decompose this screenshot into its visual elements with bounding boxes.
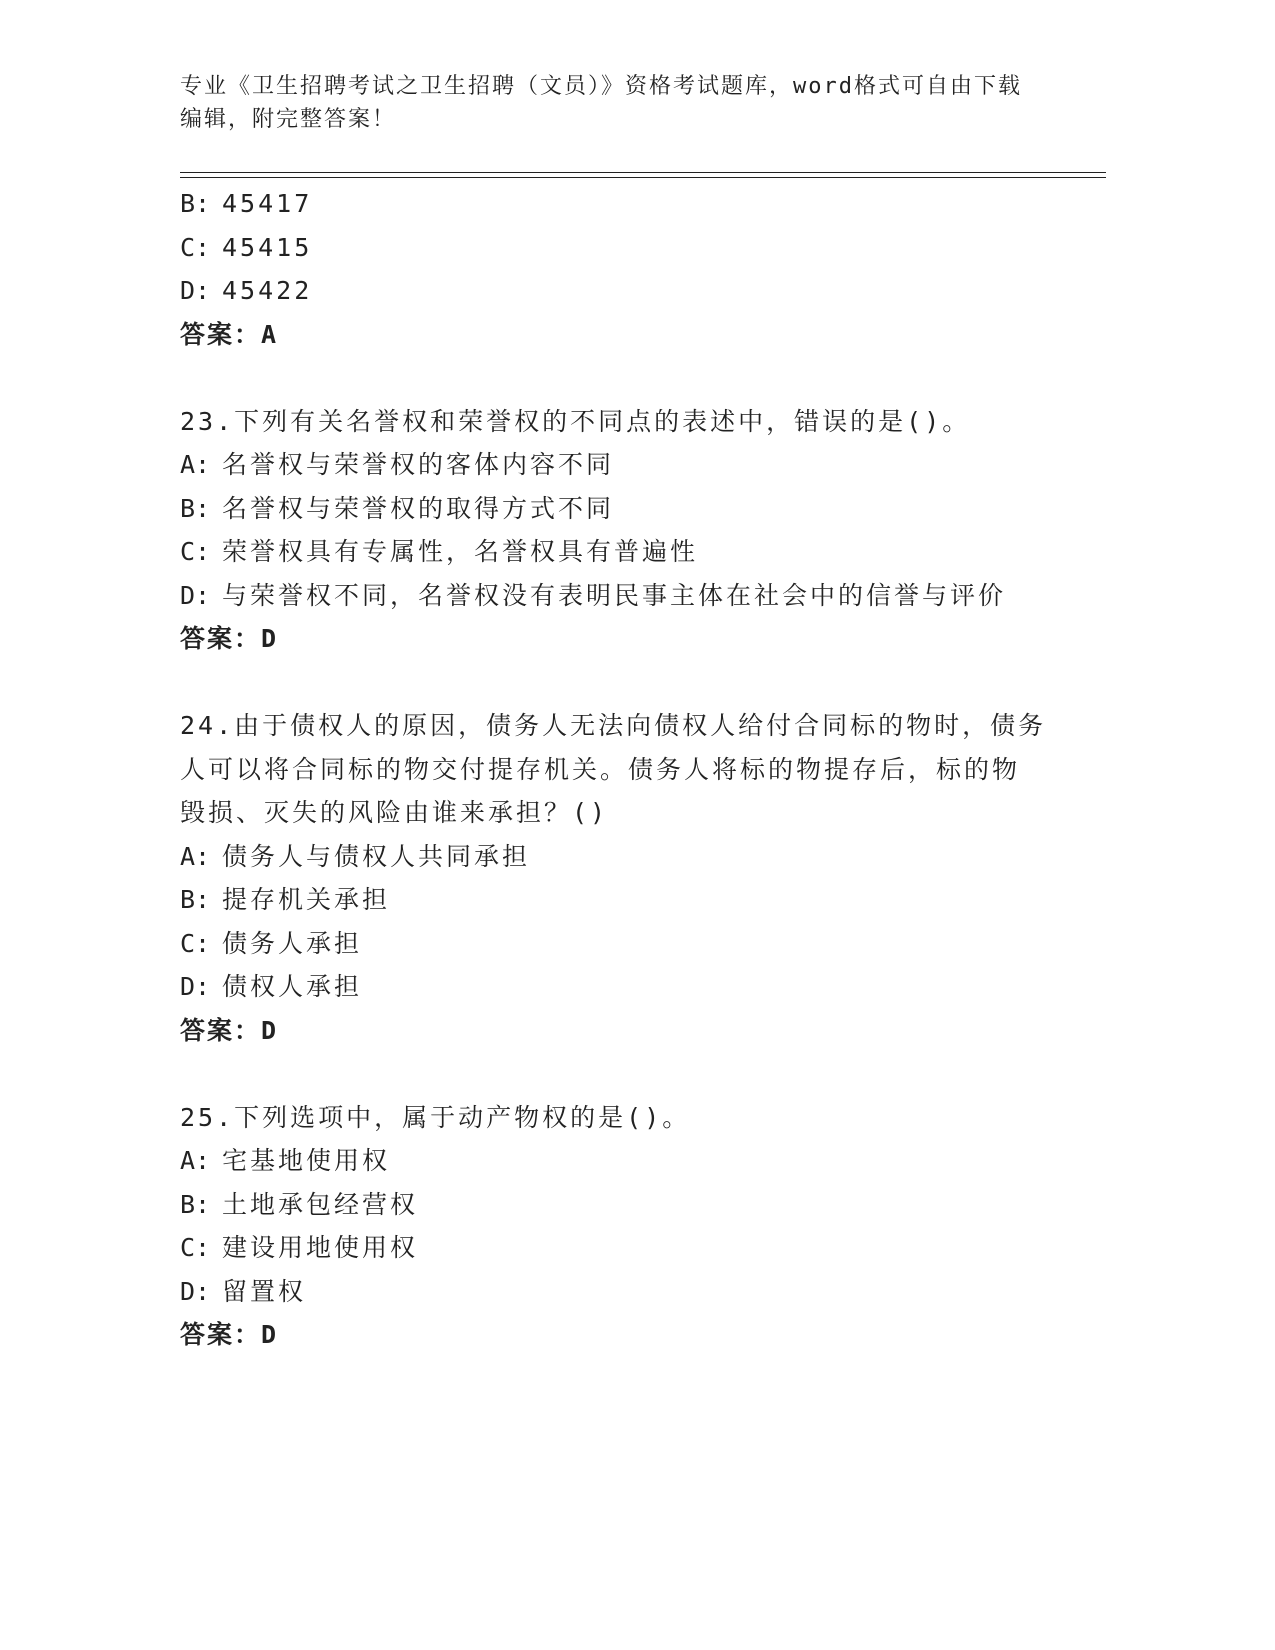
option-d xyxy=(180,574,1080,618)
option-b xyxy=(180,1183,1080,1227)
option-letter: D: xyxy=(180,972,211,1001)
option-letter: A: xyxy=(180,1146,211,1175)
spacer xyxy=(180,661,1080,705)
question-stem: 25.下列选项中，属于动产物权的是()。 xyxy=(180,1102,691,1132)
option-letter: D: xyxy=(180,580,211,610)
option-c xyxy=(180,1226,1080,1270)
option-b xyxy=(180,182,1080,226)
answer-line: 答案：D xyxy=(180,624,279,653)
question-block-25 xyxy=(180,1096,1080,1357)
option-a xyxy=(180,1139,1080,1183)
answer-line: 答案：D xyxy=(180,1320,279,1349)
option-text: 45415 xyxy=(222,232,313,262)
option-text: 45417 xyxy=(222,189,313,218)
option-letter: B: xyxy=(180,1189,211,1219)
header-divider-top xyxy=(180,172,1106,173)
option-text: 名誉权与荣誉权的取得方式不同 xyxy=(222,493,615,523)
option-letter: B: xyxy=(180,885,211,914)
option-text: 留置权 xyxy=(222,1276,307,1306)
question-stem-line-2: 人可以将合同标的物交付提存机关。债务人将标的物提存后，标的物 xyxy=(180,754,1021,784)
question-block-23 xyxy=(180,400,1080,661)
option-c xyxy=(180,226,1080,270)
spacer xyxy=(180,356,1080,400)
option-d xyxy=(180,1270,1080,1314)
option-c xyxy=(180,530,1080,574)
option-text: 债务人与债权人共同承担 xyxy=(222,841,531,871)
option-letter: A: xyxy=(180,841,211,871)
previous-question-block xyxy=(180,182,1080,356)
option-text: 建设用地使用权 xyxy=(222,1233,419,1262)
option-a xyxy=(180,443,1080,487)
answer-line: 答案：D xyxy=(180,1015,279,1045)
header-line-2: 编辑，附完整答案！ xyxy=(180,107,397,132)
option-letter: D: xyxy=(180,276,211,305)
question-block-24 xyxy=(180,704,1080,1052)
question-content xyxy=(180,182,1080,1357)
option-letter: D: xyxy=(180,1276,211,1306)
header-line-1: 专业《卫生招聘考试之卫生招聘（文员）》资格考试题库，word格式可自由下载 xyxy=(180,74,1022,99)
question-stem-line-3: 毁损、灭失的风险由谁来承担？() xyxy=(180,798,609,827)
option-text: 45422 xyxy=(222,276,313,305)
option-text: 宅基地使用权 xyxy=(222,1146,391,1175)
option-a xyxy=(180,835,1080,879)
option-c xyxy=(180,922,1080,966)
option-letter: C: xyxy=(180,1233,211,1262)
option-letter: B: xyxy=(180,493,211,523)
header-divider-bottom xyxy=(180,177,1106,178)
question-stem: 23.下列有关名誉权和荣誉权的不同点的表述中，错误的是()。 xyxy=(180,406,971,436)
document-header xyxy=(180,70,1060,136)
option-text: 与荣誉权不同，名誉权没有表明民事主体在社会中的信誉与评价 xyxy=(222,580,1007,610)
option-letter: C: xyxy=(180,537,211,566)
option-text: 提存机关承担 xyxy=(222,885,391,914)
option-letter: C: xyxy=(180,232,211,262)
answer-line: 答案：A xyxy=(180,319,279,349)
option-text: 土地承包经营权 xyxy=(222,1189,419,1219)
option-letter: C: xyxy=(180,928,211,958)
option-b xyxy=(180,487,1080,531)
question-stem-line-1: 24.由于债权人的原因，债务人无法向债权人给付合同标的物时，债务 xyxy=(180,711,1047,740)
option-text: 荣誉权具有专属性，名誉权具有普遍性 xyxy=(222,537,699,566)
option-text: 债务人承担 xyxy=(222,928,363,958)
spacer xyxy=(180,1052,1080,1096)
option-b xyxy=(180,878,1080,922)
option-letter: A: xyxy=(180,450,211,479)
option-letter: B: xyxy=(180,189,211,218)
option-text: 名誉权与荣誉权的客体内容不同 xyxy=(222,450,615,479)
option-d xyxy=(180,269,1080,313)
option-text: 债权人承担 xyxy=(222,972,363,1001)
option-d xyxy=(180,965,1080,1009)
